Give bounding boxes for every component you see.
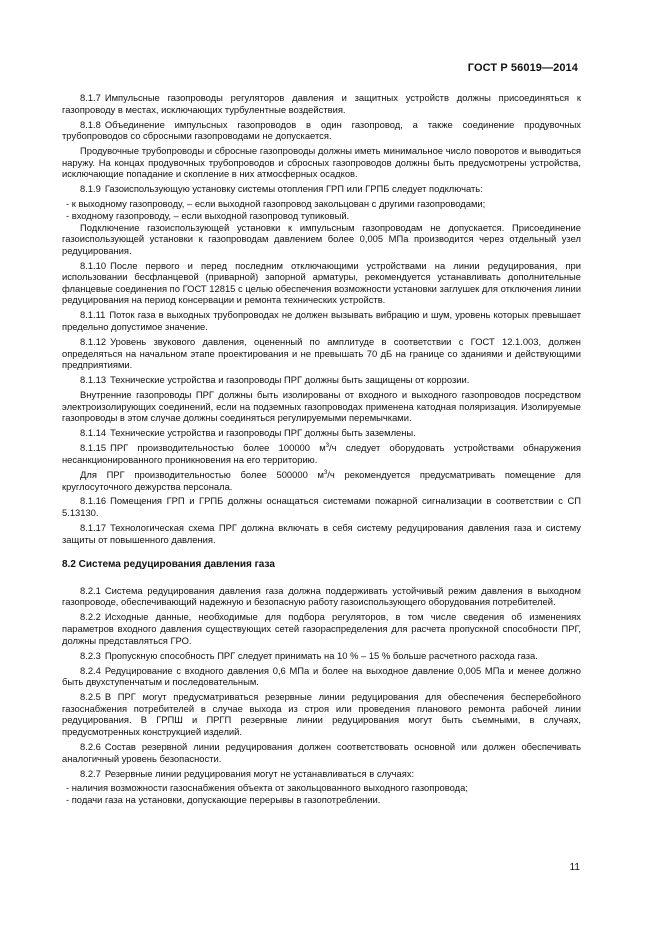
unit-superscript: 3 xyxy=(325,443,330,450)
clause-text: Поток газа в выходных трубопроводах не должен вызывать вибрацию и шум, уровень которых превышает предельно допустимое значение. xyxy=(62,309,581,333)
section-8-2 xyxy=(62,585,581,806)
clause-paragraph xyxy=(62,585,581,608)
clause-paragraph xyxy=(62,389,581,424)
clause-text: Редуцирование с входного давления 0,6 МПа и более на выходное давление 0,005 МПа и менее должно быть двухступенчатым и последовательным. xyxy=(62,664,581,688)
list-item: - наличия возможности газоснабжения объекта от закольцованного выходного газопровода; xyxy=(62,782,581,794)
clause-paragraph xyxy=(62,768,581,780)
page-number: 11 xyxy=(569,862,580,873)
clause-number: 8.2.4 xyxy=(80,664,101,676)
clause-number: 8.1.15 xyxy=(80,442,107,454)
document-code-header: ГОСТ Р 56019—2014 xyxy=(467,62,578,74)
clause-number: 8.2.1 xyxy=(80,584,101,596)
clause-number: 8.1.16 xyxy=(80,495,107,507)
clause-paragraph xyxy=(62,427,581,439)
clause-paragraph xyxy=(62,145,581,180)
clause-paragraph xyxy=(62,741,581,764)
list-item: - к выходному газопроводу, – если выходной газопровод закольцован с другими газопроводами; xyxy=(62,198,581,210)
clause-text: Состав резервной линии редуцирования должен соответствовать основной или должен обеспечивать аналогичный уровень безопасности. xyxy=(62,740,581,764)
clause-number: 8.1.12 xyxy=(80,336,107,348)
clause-paragraph xyxy=(62,222,581,257)
clause-paragraph xyxy=(62,522,581,545)
clause-number: 8.1.10 xyxy=(80,259,107,271)
clause-text: В ПРГ могут предусматриваться резервные линии редуцирования для обеспечения бесперебойного газоснабжения потребителей в случае выхода из строя или проведения планового ремонта рабочей линии редуцирования. В ГРПШ и ПРГП резервные линии редуцирования могут быть съемными, в случаях, предусмотренных конструкцией изделий. xyxy=(62,691,581,737)
clause-text: Внутренние газопроводы ПРГ должны быть изолированы от входного и выходного газопроводов посредством электроизолирующих соединений, если на подземных газопроводах применена катодная поляризация. Изолируемые газопроводы в этом случае должны соединяться регулируемыми перемычками. xyxy=(62,389,581,424)
clause-text: Пропускную способность ПРГ следует принимать на 10 % – 15 % больше расчетного расхода газа. xyxy=(104,649,538,661)
clause-paragraph xyxy=(62,650,581,662)
clause-text: Исходные данные, необходимые для подбора регуляторов, в том числе сведения об изменениях параметров входного давления существующих сетей газораспределения для расчета пропускной способности ПРГ, должны представляться ГРО. xyxy=(62,611,581,646)
clause-number: 8.1.11 xyxy=(80,309,106,321)
clause-paragraph xyxy=(62,691,581,737)
clause-text: Импульсные газопроводы регуляторов давления и защитных устройств должны присоединяться к газопроводу в местах, исключающих турбулентные воздействия. xyxy=(62,92,581,115)
clause-paragraph xyxy=(62,309,581,332)
section-heading-8-2: 8.2 Система редуцирования давления газа xyxy=(62,559,275,571)
clause-text: Резервные линии редуцирования могут не устанавливаться в случаях: xyxy=(104,767,415,779)
clause-number: 8.1.14 xyxy=(80,427,107,439)
clause-text: Подключение газоиспользующей установки к импульсным газопроводам не допускается. Присоединение газоиспользующей установки к газопроводам давлением более 0,005 МПа производится через отдельный узел редуцирования. xyxy=(62,221,581,256)
document-body xyxy=(62,92,581,806)
clause-paragraph xyxy=(62,374,581,386)
clause-paragraph xyxy=(62,183,581,195)
list-item: - входному газопроводу, – если выходной газопровод тупиковый. xyxy=(62,210,581,222)
clause-number: 8.2.5 xyxy=(80,691,101,703)
clause-paragraph xyxy=(62,92,581,115)
clause-text: Уровень звукового давления, оцененный по амплитуде в соответствии с ГОСТ 12.1.003, должен определяться на начальном этапе проектирования и не превышать 70 дБ на границе со зданиями и действующими предприятиями. xyxy=(62,336,581,371)
clause-paragraph xyxy=(62,611,581,646)
clause-number: 8.2.3 xyxy=(80,649,101,661)
clause-paragraph xyxy=(62,442,581,465)
clause-text: После первого и перед последним отключающими устройствами на линии редуцирования, при использовании бесфланцевой (приварной) запорной арматуры, рекомендуется устанавливать дополнительные фланцевые соединения по ГОСТ 12815 с целью обеспечения возможности установки заглушек для отключения линии редуцирования на период консервации и ремонта технических устройств. xyxy=(62,259,581,306)
clause-number: 8.1.7 xyxy=(80,92,101,103)
clause-text: Помещения ГРП и ГРПБ должны оснащаться системами пожарной сигнализации в соответствии с СП 5.13130. xyxy=(62,495,581,519)
clause-number: 8.1.9 xyxy=(80,183,101,195)
clause-number: 8.1.8 xyxy=(80,118,101,130)
clause-text: Продувочные трубопроводы и сбросные газопроводы должны иметь минимальное число поворотов и выводиться наружу. На концах продувочных трубопроводов и сбросных газопроводов должны быть предусмотрены устройства, исключающие попадание и скопление в них атмосферных осадков. xyxy=(62,145,581,180)
list-item: - подачи газа на установки, допускающие перерывы в газопотреблении. xyxy=(62,794,581,806)
clause-paragraph xyxy=(62,495,581,518)
clause-number: 8.1.17 xyxy=(80,522,107,534)
clause-text: Для ПРГ производительностью более 500000 м xyxy=(80,468,324,480)
clause-text: Технические устройства и газопроводы ПРГ должны быть защищены от коррозии. xyxy=(110,374,470,386)
clause-text: ПРГ производительностью более 100000 м xyxy=(110,442,326,454)
unit-superscript: 3 xyxy=(323,469,328,476)
clause-paragraph xyxy=(62,336,581,371)
clause-text: /ч следует оборудовать устройствами обнаружения несанкционированного проникновения на его территорию. xyxy=(62,442,581,465)
clause-number: 8.2.7 xyxy=(80,767,101,779)
clause-text: Система редуцирования давления газа должна поддерживать устойчивый режим давления в выходном газопроводе, обеспечивающий надежную и безопасную работу газоиспользующего оборудования потребителей. xyxy=(62,584,581,608)
clause-text: /ч рекомендуется предусматривать помещение для круглосуточного дежурства персонала. xyxy=(62,468,581,492)
clause-paragraph xyxy=(62,260,581,306)
clause-text: Газоиспользующую установку системы отопления ГРП или ГРПБ следует подключать: xyxy=(104,183,483,195)
clause-number: 8.2.6 xyxy=(80,740,101,752)
clause-paragraph xyxy=(62,665,581,688)
clause-paragraph xyxy=(62,119,581,142)
clause-text: Объединение импульсных газопроводов в один газопровод, а также соединение продувочных трубопроводов со сбросными газопроводами не допускается. xyxy=(62,118,581,142)
clause-text: Технические устройства и газопроводы ПРГ должны быть заземлены. xyxy=(110,427,416,439)
clause-paragraph xyxy=(62,469,581,492)
clause-text: Технологическая схема ПРГ должна включать в себя систему редуцирования давления газа и систему защиты от повышенного давления. xyxy=(62,522,581,545)
section-8-1 xyxy=(62,92,581,545)
clause-number: 8.1.13 xyxy=(80,374,107,386)
clause-number: 8.2.2 xyxy=(80,611,101,623)
